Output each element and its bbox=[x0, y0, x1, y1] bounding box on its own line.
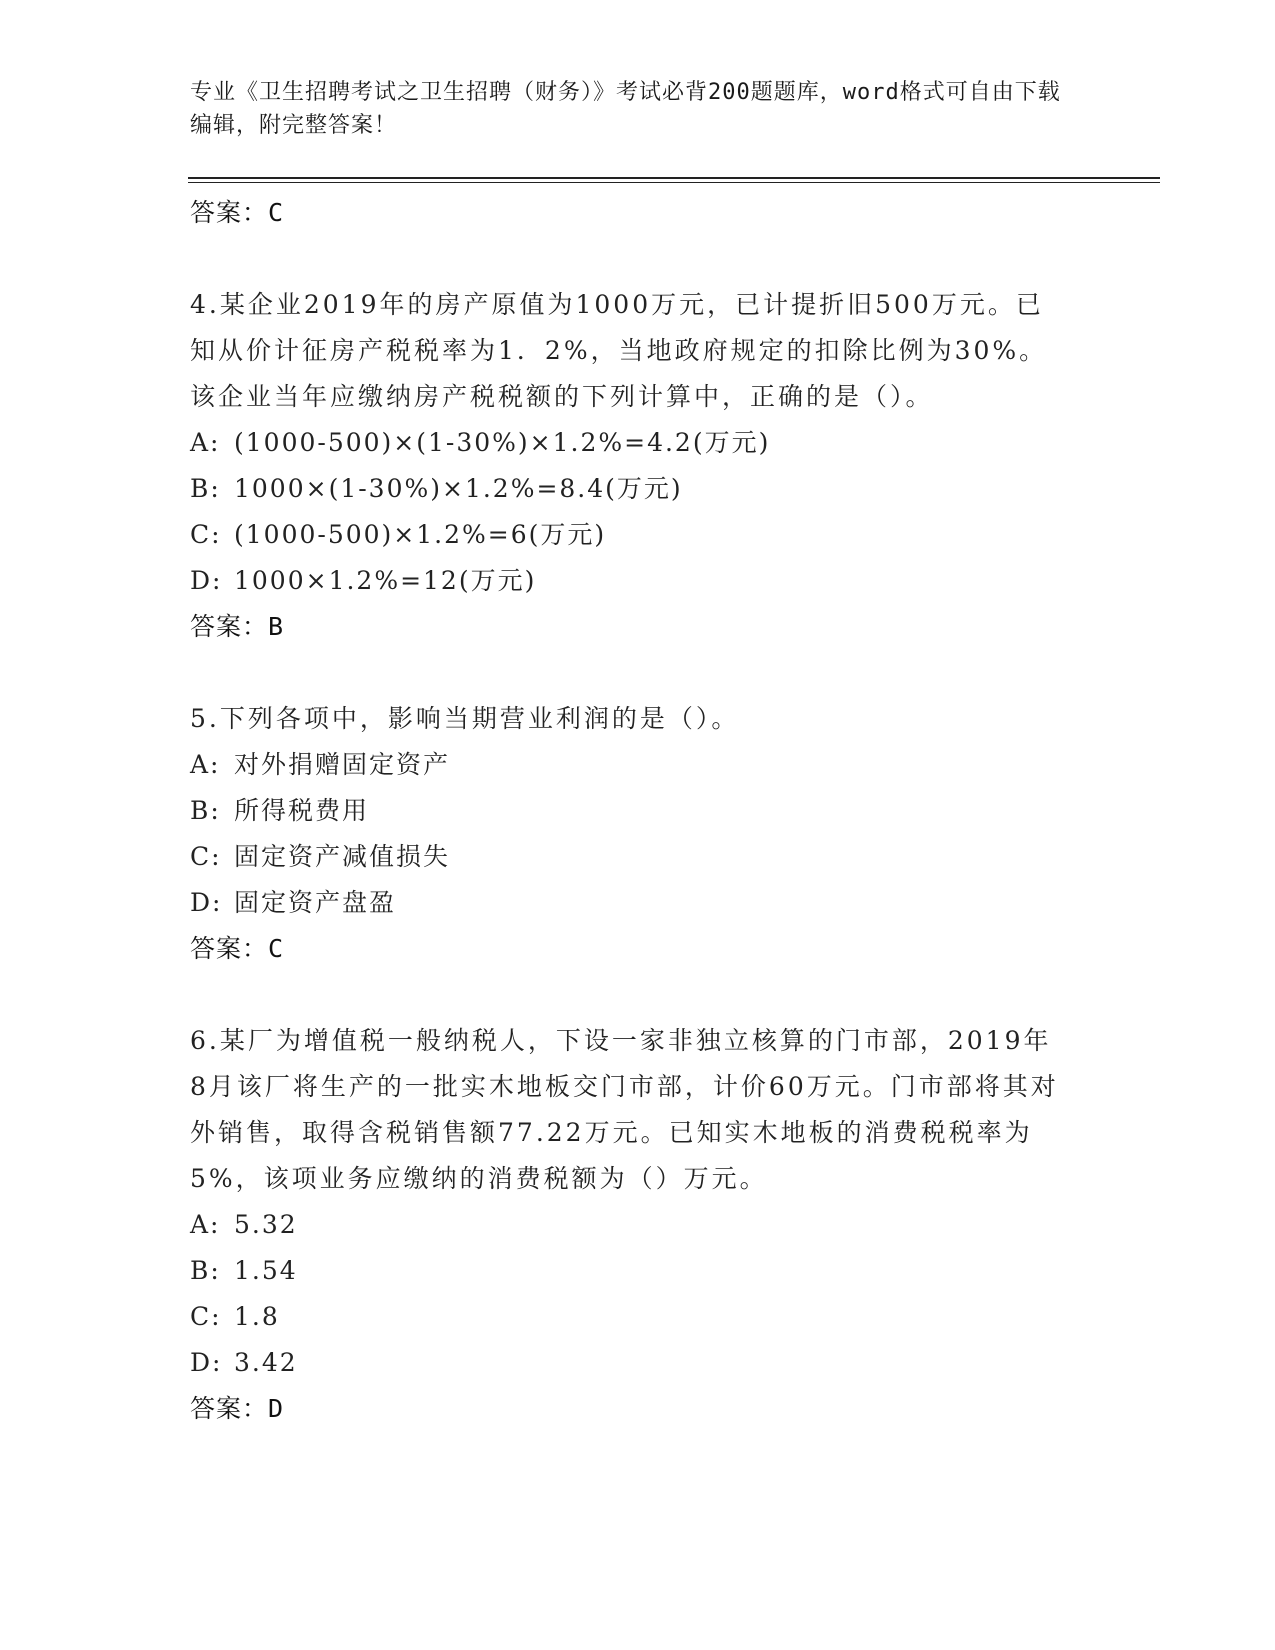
option-text: 5.32 bbox=[234, 1210, 298, 1239]
header-rule-thick bbox=[188, 177, 1160, 179]
option-letter: D: bbox=[190, 888, 223, 917]
option-d bbox=[190, 1340, 1070, 1386]
question-text: 5.下列各项中，影响当期营业利润的是（）。 bbox=[190, 704, 740, 733]
option-text: (1000-500)×(1-30%)×1.2%=4.2(万元) bbox=[234, 428, 771, 457]
question-text: 4.某企业2019年的房产原值为1000万元，已计提折旧500万元。已知从价计征房产税税率为1．2%，当地政府规定的扣除比例为30%。该企业当年应缴纳房产税税额的下列计算中，正确的是（）。 bbox=[190, 290, 1048, 411]
option-text: 3.42 bbox=[234, 1348, 298, 1377]
option-c bbox=[190, 1294, 1070, 1340]
answer-line: 答案：C bbox=[190, 198, 285, 227]
option-letter: B: bbox=[190, 1256, 221, 1285]
answer-line: 答案：C bbox=[190, 934, 285, 963]
spacer bbox=[190, 236, 1070, 282]
document-header: 专业《卫生招聘考试之卫生招聘（财务）》考试必背200题题库，word格式可自由下载编辑，附完整答案！ bbox=[190, 80, 1061, 138]
option-letter: D: bbox=[190, 566, 223, 595]
option-c bbox=[190, 512, 1070, 558]
option-text: 固定资产盘盈 bbox=[234, 888, 397, 917]
question-block bbox=[190, 696, 1070, 972]
option-b bbox=[190, 1248, 1070, 1294]
option-d bbox=[190, 558, 1070, 604]
question-list bbox=[190, 190, 1070, 1432]
option-text: 1000×1.2%=12(万元) bbox=[234, 566, 537, 595]
option-letter: C: bbox=[190, 1302, 222, 1331]
option-letter: D: bbox=[190, 1348, 223, 1377]
option-text: 所得税费用 bbox=[234, 796, 370, 825]
option-letter: C: bbox=[190, 520, 222, 549]
option-text: (1000-500)×1.2%=6(万元) bbox=[234, 520, 607, 549]
answer-line: 答案：D bbox=[190, 1394, 285, 1423]
option-d bbox=[190, 880, 1070, 926]
option-text: 1.54 bbox=[234, 1256, 298, 1285]
question-block bbox=[190, 282, 1070, 650]
option-letter: C: bbox=[190, 842, 222, 871]
header-rule-thin bbox=[188, 182, 1160, 183]
spacer bbox=[190, 650, 1070, 696]
option-a bbox=[190, 742, 1070, 788]
option-letter: A: bbox=[190, 1210, 221, 1239]
question-text: 6.某厂为增值税一般纳税人，下设一家非独立核算的门市部，2019年8月该厂将生产的一批实木地板交门市部，计价60万元。门市部将其对外销售，取得含税销售额77.22万元。已知实木地板的消费税税率为5%，该项业务应缴纳的消费税额为（）万元。 bbox=[190, 1026, 1059, 1193]
option-letter: A: bbox=[190, 428, 221, 457]
option-text: 1000×(1-30%)×1.2%=8.4(万元) bbox=[234, 474, 683, 503]
option-a bbox=[190, 1202, 1070, 1248]
question-block bbox=[190, 1018, 1070, 1432]
answer-line: 答案：B bbox=[190, 612, 285, 641]
option-a bbox=[190, 420, 1070, 466]
option-text: 对外捐赠固定资产 bbox=[234, 750, 451, 779]
option-text: 固定资产减值损失 bbox=[234, 842, 451, 871]
option-c bbox=[190, 834, 1070, 880]
option-letter: A: bbox=[190, 750, 221, 779]
spacer bbox=[190, 972, 1070, 1018]
option-b bbox=[190, 788, 1070, 834]
option-b bbox=[190, 466, 1070, 512]
option-text: 1.8 bbox=[234, 1302, 280, 1331]
option-letter: B: bbox=[190, 474, 221, 503]
option-letter: B: bbox=[190, 796, 221, 825]
